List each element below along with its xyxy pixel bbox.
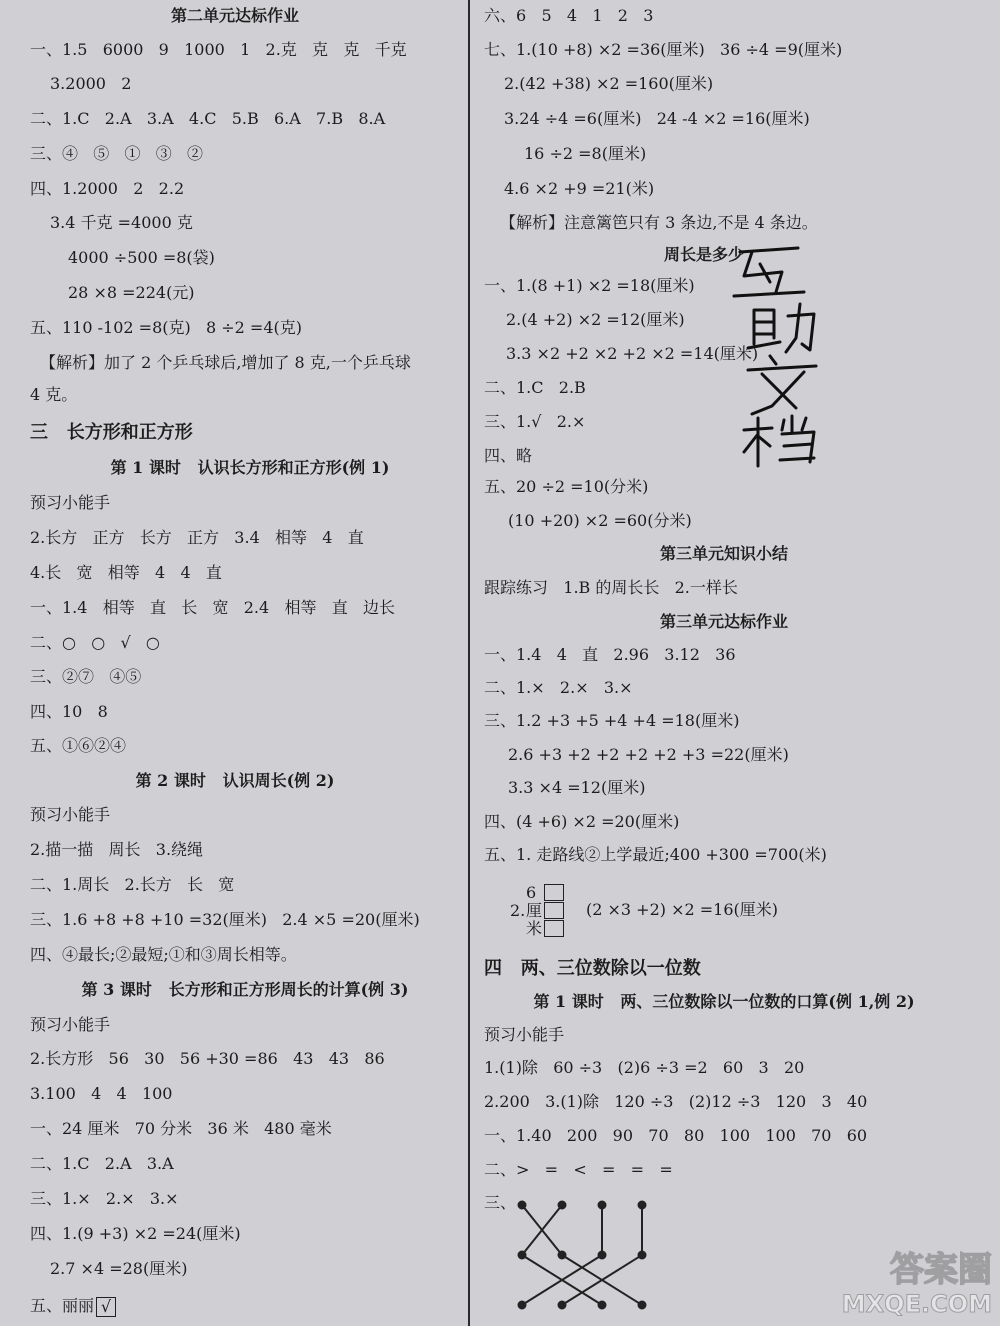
watermark-logo <box>802 1250 992 1320</box>
heading-unit3-summary: 第三单元知识小结 <box>659 544 788 563</box>
answer-line: 3.100 4 4 100 <box>30 1084 173 1103</box>
answer-text: 五、丽丽 <box>30 1296 95 1315</box>
answer-line: 三、 <box>484 1193 517 1212</box>
section-4-title: 四 两、三位数除以一位数 <box>484 958 701 979</box>
answer-line: 2.长方 正方 长方 正方 3.4 相等 4 直 <box>30 528 364 547</box>
answer-line: 一、1.40 200 90 70 80 100 100 70 60 <box>484 1126 868 1145</box>
answer-line: 3.3 ×2 +2 ×2 +2 ×2 =14(厘米) <box>506 344 759 363</box>
preview-label: 预习小能手 <box>30 1015 111 1034</box>
answer-line: 2.6 +3 +2 +2 +2 +2 +3 =22(厘米) <box>508 745 789 764</box>
answer-line: 二、> = < = = = <box>484 1160 673 1179</box>
checked-box-icon: √ <box>96 1297 116 1317</box>
heading-unit2-test: 第二单元达标作业 <box>170 6 299 25</box>
answer-line: 三、②⑦ ④⑤ <box>30 667 142 686</box>
answer-line: 2.描一描 周长 3.绕绳 <box>30 840 204 859</box>
answer-line: 四、10 8 <box>30 702 108 721</box>
lesson-2-heading: 第 2 课时 认识周长(例 2) <box>135 771 335 790</box>
matching-lines-figure <box>512 1195 652 1315</box>
watermark-text: 答案圈 <box>890 1250 992 1290</box>
analysis-line: 【解析】注意篱笆只有 3 条边,不是 4 条边。 <box>500 213 818 232</box>
answer-line: 一、24 厘米 70 分米 36 米 480 毫米 <box>30 1119 332 1138</box>
figure-label: 厘 <box>526 901 543 920</box>
answer-line: 4.长 宽 相等 4 4 直 <box>30 563 222 582</box>
answer-line: 一、1.4 相等 直 长 宽 2.4 相等 直 边长 <box>30 598 395 617</box>
answer-line-checkbox <box>30 1296 116 1317</box>
answer-line: 三、④ ⑤ ① ③ ② <box>30 144 204 163</box>
answer-line: 28 ×8 =224(元) <box>68 283 195 302</box>
answer-line: 2.(42 +38) ×2 =160(厘米) <box>504 74 714 93</box>
answer-line: 3.3 ×4 =12(厘米) <box>508 778 646 797</box>
answer-line: 3.24 ÷4 =6(厘米) 24 -4 ×2 =16(厘米) <box>504 109 810 128</box>
figure-label: 2. <box>510 901 526 920</box>
answer-line: 二、1.C 2.A 3.A 4.C 5.B 6.A 7.B 8.A <box>30 109 386 128</box>
answer-line: 五、110 -102 =8(克) 8 ÷2 =4(克) <box>30 318 302 337</box>
watermark-url: MXQE.COM <box>841 1290 992 1318</box>
answer-line: 16 ÷2 =8(厘米) <box>524 144 647 163</box>
answer-line: 二、1.C 2.A 3.A <box>30 1154 174 1173</box>
stacked-squares-figure <box>510 883 594 940</box>
lesson-3-heading: 第 3 课时 长方形和正方形周长的计算(例 3) <box>81 980 409 999</box>
answer-line: 二、1.周长 2.长方 长 宽 <box>30 875 235 894</box>
answer-line: 4000 ÷500 =8(袋) <box>68 248 215 267</box>
answer-line: 三、1.× 2.× 3.× <box>30 1189 179 1208</box>
analysis-line: 【解析】加了 2 个乒乓球后,增加了 8 克,一个乒乓球 <box>40 353 411 372</box>
square-box <box>544 884 564 901</box>
preview-label: 预习小能手 <box>484 1025 565 1044</box>
answer-line: 六、6 5 4 1 2 3 <box>484 6 654 25</box>
answer-line: 三、1.6 +8 +8 +10 =32(厘米) 2.4 ×5 =20(厘米) <box>30 910 420 929</box>
preview-label: 预习小能手 <box>30 493 111 512</box>
answer-line: (2 ×3 +2) ×2 =16(厘米) <box>586 900 779 919</box>
heading-unit3-test: 第三单元达标作业 <box>659 612 788 631</box>
figure-label: 6 <box>526 883 537 902</box>
column-divider <box>468 0 470 1326</box>
answer-line: 一、1.5 6000 9 1000 1 2.克 克 克 千克 <box>30 40 407 59</box>
answer-line: 一、1.(8 +1) ×2 =18(厘米) <box>484 276 695 295</box>
answer-line: 2.(4 +2) ×2 =12(厘米) <box>506 310 685 329</box>
handwritten-signature <box>730 238 840 468</box>
answer-line: 四、1.2000 2 2.2 <box>30 179 185 198</box>
answer-line: 五、①⑥②④ <box>30 736 127 755</box>
answer-line: 四、略 <box>484 446 533 465</box>
answer-line: 三、1.2 +3 +5 +4 +4 =18(厘米) <box>484 711 740 730</box>
answer-line: 一、1.4 4 直 2.96 3.12 36 <box>484 645 736 664</box>
answer-line: (10 +20) ×2 =60(分米) <box>508 511 692 530</box>
answer-line: 3.2000 2 <box>50 74 132 93</box>
answer-line: 1.(1)除 60 ÷3 (2)6 ÷3 =2 60 3 20 <box>484 1058 805 1077</box>
answer-line: 二、○ ○ √ ○ <box>30 633 160 652</box>
answer-line: 二、1.C 2.B <box>484 378 586 397</box>
answer-line: 2.长方形 56 30 56 +30 =86 43 43 86 <box>30 1049 385 1068</box>
answer-line: 跟踪练习 1.B 的周长长 2.一样长 <box>484 578 738 597</box>
answer-line: 七、1.(10 +8) ×2 =36(厘米) 36 ÷4 =9(厘米) <box>484 40 843 59</box>
answer-line: 五、20 ÷2 =10(分米) <box>484 477 649 496</box>
answer-line: 2.7 ×4 =28(厘米) <box>50 1259 188 1278</box>
answer-line: 4.6 ×2 +9 =21(米) <box>504 179 655 198</box>
analysis-line: 4 克。 <box>30 385 78 404</box>
figure-label: 米 <box>526 919 543 938</box>
section-3-title: 三 长方形和正方形 <box>30 422 193 443</box>
square-box <box>544 920 564 937</box>
lesson-1-heading: 第 1 课时 两、三位数除以一位数的口算(例 1,例 2) <box>533 992 915 1011</box>
preview-label: 预习小能手 <box>30 805 111 824</box>
answer-line: 二、1.× 2.× 3.× <box>484 678 633 697</box>
answer-line: 3.4 千克 =4000 克 <box>50 213 193 232</box>
answer-line: 四、1.(9 +3) ×2 =24(厘米) <box>30 1224 241 1243</box>
square-box <box>544 902 564 919</box>
answer-line: 五、1. 走路线②上学最近;400 +300 =700(米) <box>484 845 827 864</box>
answer-line: 四、(4 +6) ×2 =20(厘米) <box>484 812 680 831</box>
heading-perimeter: 周长是多少 <box>663 245 744 264</box>
lesson-1-heading: 第 1 课时 认识长方形和正方形(例 1) <box>110 458 390 477</box>
answer-line: 三、1.√ 2.× <box>484 412 586 431</box>
answer-line: 2.200 3.(1)除 120 ÷3 (2)12 ÷3 120 3 40 <box>484 1092 868 1111</box>
answer-line: 四、④最长;②最短;①和③周长相等。 <box>30 945 297 964</box>
